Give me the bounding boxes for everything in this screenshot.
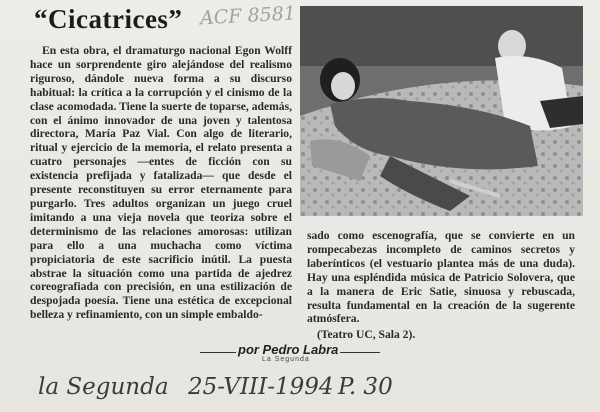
theatre-photo-icon (300, 6, 583, 216)
handwritten-archive-note: ACF 8581 (199, 2, 297, 30)
venue-note: (Teatro UC, Sala 2). (317, 328, 416, 342)
handwritten-source: la Segunda (38, 374, 169, 400)
article-title: “Cicatrices” (34, 4, 183, 34)
article-body-left: En esta obra, el dramaturgo nacional Egon Wolff hace un sorprendente giro alejándose del realismo riguroso, dándole nueva forma a su discurso habitual: la crítica a la corrupción y el cinismo de la clase acomodada. Tiene la suerte de toparse, además, con el ánimo innovador de una joven y talentosa directora, María Paz Vial. Con algo de literario, ritual y ejercicio de la memoria, el relato presenta a cuatro personajes —entes de ficción con su existencia prefijada y fatalizada— que desde el presente reconstituyen su error eternamente para purgarlo. Tres adultos organizan un juego cruel imitando a una vieja novela que teoriza sobre el determinismo de las relaciones amorosas: utilizan para ello a una muchacha como víctima propiciatoria de este sacrificio inútil. La puesta abstrae la situación como una partida de ajedrez coreografiada con precisión, en una estilización de despojada poesía. Tiene una estética de excepcional belleza y refinamiento, con un simple embaldo- (30, 44, 292, 322)
byline-author: por Pedro Labra (238, 342, 339, 357)
byline-rule-right (340, 352, 380, 353)
handwritten-source-note (38, 364, 558, 408)
article-body-right: sado como escenografía, que se convierte en un rompecabezas incompleto de caminos secretos y laberínticos (el vestuario plantea más de una duda). Hay una espléndida música de Patricio Solovera, que a la manera de Eric Satie, sinuosa y rebuscada, resulta fundamental en la creación de la sugerente atmósfera. (307, 229, 575, 326)
article-column-right (307, 229, 575, 342)
article-column-left (30, 44, 292, 322)
byline-publication: La Segunda (262, 356, 310, 363)
byline-rule-left (200, 352, 236, 353)
byline (200, 342, 400, 366)
handwritten-page: P. 30 (338, 374, 393, 400)
theatre-photo (300, 6, 583, 216)
handwritten-date: 25-VIII-1994 (188, 374, 334, 400)
